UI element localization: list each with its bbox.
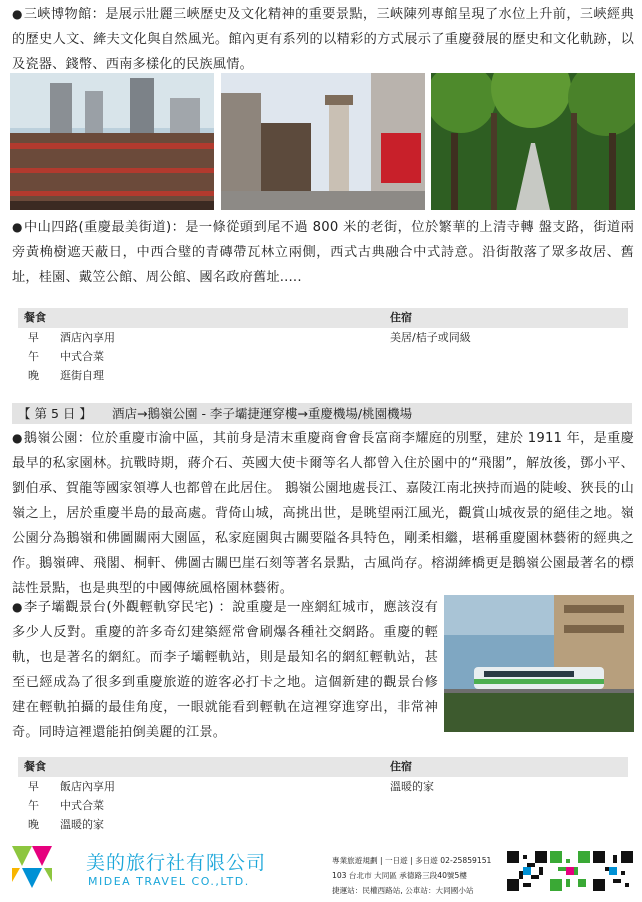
meal-value: 酒店內享用 <box>60 331 115 344</box>
meal-label: 晚 <box>28 818 39 831</box>
qr-code-line-icon <box>550 851 590 891</box>
meal-label: 早 <box>28 331 39 344</box>
meal-label: 早 <box>28 780 39 793</box>
meal-row-lunch <box>18 796 628 815</box>
meal-value: 溫暖的家 <box>60 818 104 831</box>
bullet: ● <box>12 600 24 614</box>
hotel-value: 溫暖的家 <box>390 780 434 793</box>
meal-value: 飯店內享用 <box>60 780 115 793</box>
meal-value: 中式合菜 <box>60 799 104 812</box>
meals-table-day4 <box>18 308 628 385</box>
hotel-value: 美居/桔子或同級 <box>390 331 471 344</box>
brand-name-cn: 美的旅行社有限公司 <box>86 852 267 874</box>
meal-value: 中式合菜 <box>60 350 104 363</box>
liziba-paragraph <box>12 595 438 745</box>
meal-row-dinner <box>18 815 628 834</box>
brand-name-en: MIDEA TRAVEL CO.,LTD. <box>88 875 250 888</box>
liziba-text: 李子壩觀景台(外觀輕軌穿民宅) ：說重慶是一座網紅城市，應該沒有多少人反對。重慶的許多奇幻建築經常會刷爆各種社交網路。重慶的輕軌，也是著名的網紅。而李子壩輕軌站，則是最知名的網紅輕軌站，甚至已經成為了很多到重慶旅遊的遊客必打卡之地。這個新建的觀景台修建在輕軌拍攝的最佳角度，一眼就能看到輕軌在這裡穿進穿出，非常神奇。同時這裡還能拍倒美麗的江景。 <box>12 600 438 740</box>
zhongshan-text: 中山四路(重慶最美街道)：是一條從頭到尾不過 800 米的老街，位於繁華的上清寺轉 盤支路，街道兩旁黃桷樹遮天蔽日，中西合璧的青磚帶瓦林立兩側，西式古典融合中式詩意。沿街散落了眾多故居、舊址，桂園、戴笠公館、周公館、國名政府舊址..... <box>12 220 634 285</box>
meal-row-breakfast <box>18 777 628 796</box>
qr-code-facebook-icon <box>593 851 633 891</box>
footer-address: 103 台北市 大同區 承德路三段40號5樓 <box>332 871 467 880</box>
footer-transit: 捷運站：民權西路站, 公車站：大同國小站 <box>332 886 474 895</box>
zhongshan-paragraph <box>12 215 634 290</box>
meals-table-day5 <box>18 757 628 834</box>
meal-value: 逛街自理 <box>60 369 104 382</box>
bullet: ● <box>12 7 23 21</box>
photo-hongyadong <box>10 73 214 210</box>
meal-row-breakfast <box>18 328 628 347</box>
photo-jiefangbei <box>221 73 425 210</box>
meal-label: 午 <box>28 799 39 812</box>
museum-paragraph <box>12 2 634 77</box>
meal-row-dinner <box>18 366 628 385</box>
meals-header <box>18 757 628 777</box>
day5-route: 酒店→鵝嶺公園 - 李子壩捷運穿樓→重慶機場/桃園機場 <box>112 406 413 421</box>
day5-header <box>12 403 632 424</box>
meal-row-lunch <box>18 347 628 366</box>
photo-zhongshan-road <box>431 73 635 210</box>
qr-code-icon <box>507 851 547 891</box>
meals-header <box>18 308 628 328</box>
company-logo-icon <box>12 846 52 888</box>
meal-header-label: 餐食 <box>24 760 46 773</box>
photo-liziba-monorail <box>444 595 634 732</box>
day5-label: 【 第 5 日 】 <box>18 406 92 421</box>
meal-header-label: 餐食 <box>24 311 46 324</box>
bullet: ● <box>12 431 23 445</box>
eling-text: 鵝嶺公園：位於重慶市渝中區，其前身是清末重慶商會會長富商李耀庭的別墅，建於 1911 年，是重慶最早的私家園林。抗戰時期，蔣介石、英國大使卡爾等名人都曾入住於園中的“飛閣”，解放後，鄧小平、劉伯承、賀龍等國家領導人也都曾在此居住。 鵝嶺公園地處長江、嘉陵江南北挾持而過的陡峻、狹長的山嶺之上，居於重慶半島的最高處。背倚山城，高挑出世，是眺望兩江風光，觀賞山城夜景的絕佳之地。嶺公園分為鵝嶺和佛圖關兩大園區，私家庭園與古關要隘各具特色，剛柔相繼，堪稱重慶園林藝術的經典之作。鵝嶺碑、飛閣、桐軒、佛圖古關巴崖石刻等著名景點，古風尚存。榕湖縴橋更是鵝嶺公園最著名的標誌性景點，也是典型的中國傳統風格園林藝術。 <box>12 431 635 596</box>
museum-text: 三峽博物館：是展示壯麗三峽歷史及文化精神的重要景點，三峽陳列專館呈現了水位上升前，三峽經典的歷史人文、縴夫文化與自然風光。館內更有系列的以精彩的方式展示了重慶發展的歷史和文化軌跡，以及瓷器、錢幣、西南多樣化的民族風情。 <box>12 7 635 72</box>
hotel-header-label: 住宿 <box>390 760 412 773</box>
bullet: ● <box>12 220 23 234</box>
meal-label: 晚 <box>28 369 39 382</box>
footer-services: 專業旅遊規劃 | 一日遊 | 多日遊 02-25859151 <box>332 856 492 865</box>
eling-paragraph <box>12 426 634 601</box>
hotel-header-label: 住宿 <box>390 311 412 324</box>
meal-label: 午 <box>28 350 39 363</box>
